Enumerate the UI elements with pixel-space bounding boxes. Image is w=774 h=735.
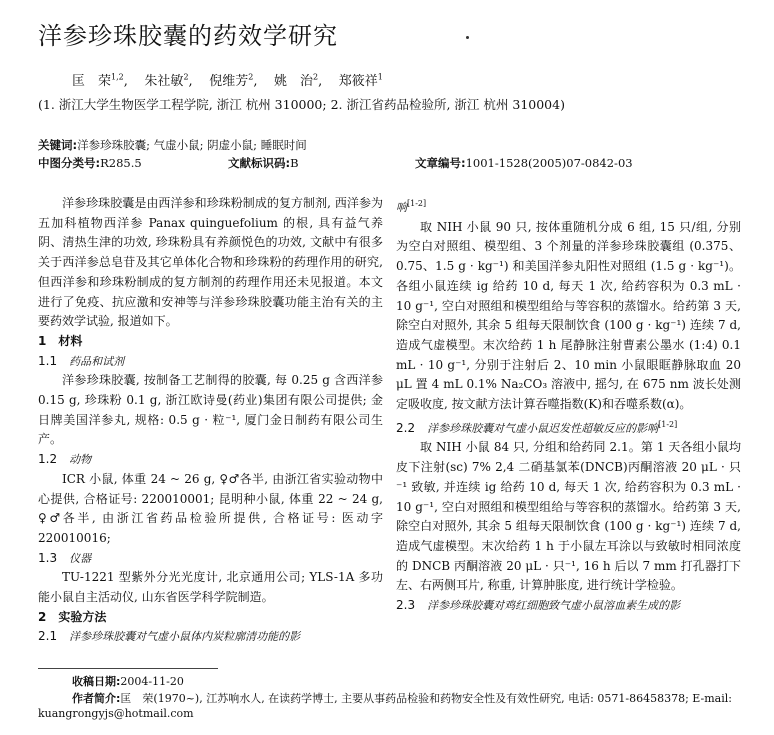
intro-paragraph: 洋参珍珠胶囊是由西洋参和珍珠粉制成的复方制剂, 西洋参为五加科植物西洋参 Panax quinguefolium 的根, 具有益气养阴、清热生津的功效, 珍珠粉具有养颜悦色的功效, 文献中有很多关于西洋参总皂苷及其它单体化合物和珍珠粉的药理作用的研究, 但西洋参和珍珠粉制成的复方制剂的药理作用还未见报道。本文进行了免疫、抗应激和安神等与洋参珍珠胶囊功能主治有关的主要药效学试验, 报道如下。 [38, 196, 383, 329]
left-column [38, 194, 383, 647]
section-title: 洋参珍珠胶囊对气虚小鼠体内炭粒廓清功能的影 [69, 630, 301, 644]
footnote-divider [38, 668, 218, 669]
author-affil-sup: 2 [313, 72, 319, 82]
section-title-cont: 响 [396, 201, 407, 214]
scan-speck [466, 36, 469, 39]
received-label: 收稿日期: [72, 675, 121, 688]
author-name: 朱社敏 [144, 74, 184, 89]
keywords-label: 关键词: [38, 138, 78, 152]
dth-paragraph: 取 NIH 小鼠 84 只, 分组和给药同 2.1。第 1 天各组小鼠均皮下注射(sc) 7% 2,4 二硝基氯苯(DNCB)丙酮溶液 20 μL · 只⁻¹ 致敏, 并连续 ig 给药 10 d, 每天 1 次, 给药容积为 0.3 mL · 10 g⁻¹, 空白对照组和模型组给与等容积的蒸馏水。给药第 3 天, 除空白对照外, 其余 5 组每天限制饮食 (100 g · kg⁻¹) 连续 7 d, 造成气虚模型。末次给药 1 h 于小鼠左耳涂以与致敏时相同浓度的 DNCB 丙酮溶液 20 μL · 只⁻¹, 16 h 后以 7 mm 打孔器打下左、右两侧耳片, 称重, 计算肿胀度, 进行统计学检验。 [396, 440, 741, 593]
doc-code-line [228, 155, 299, 171]
section-number: 2.3 [396, 598, 416, 613]
section-title: 仪器 [69, 551, 92, 565]
received-date-line [72, 673, 184, 689]
carbon-clearance-paragraph: 取 NIH 小鼠 90 只, 按体重随机分成 6 组, 15 只/组, 分别为空白对照组、模型组、3 个剂量的洋参珍珠胶囊组 (0.375、0.75、1.5 g · kg⁻¹) 和美国洋参丸阳性对照组 (1.5 g · kg⁻¹)。各组小鼠连续 ig 给药 10 d, 每天 1 次, 给药容积为 0.3 mL · 10 g⁻¹, 空白对照组和模型组给与等容积的蒸馏水。给药第 3 天, 除空白对照外, 其余 5 组每天限制饮食 (100 g · kg⁻¹) 连续 7 d, 造成气虚模型。末次给药 1 h 尾静脉注射曹素公墨水 (1:4) 0.1 mL · 10 g⁻¹, 分别于注射后 2、10 min 小鼠眼眶静脉取血 20 μL 置 4 mL 0.1% Na₂CO₃ 溶液中, 摇匀, 在 675 nm 波长处测定吸收度, 按文献方法计算吞噬指数(K)和吞噬系数(α)。 [396, 219, 741, 412]
keywords-value: 洋参珍珠胶囊; 气虚小鼠; 阴虚小鼠; 睡眠时间 [77, 138, 307, 152]
section-2-1-heading [38, 627, 383, 647]
clc-line [38, 155, 142, 171]
author-name: 郑筱祥 [338, 74, 378, 89]
bio-label: 作者简介: [72, 692, 121, 705]
section-1-1-heading [38, 352, 383, 372]
section-number: 2.1 [38, 629, 58, 644]
section-title: 药品和试剂 [69, 354, 125, 368]
section-2-3-heading [396, 596, 741, 616]
author-name: 匡 荣 [72, 74, 112, 89]
section-2-2-heading [396, 415, 741, 439]
instruments-paragraph: TU-1221 型紫外分光光度计, 北京通用公司; YLS-1A 多功能小鼠自主活动仪, 山东省医学科学院制造。 [38, 570, 383, 605]
author-name: 姚 治 [273, 74, 313, 89]
section-1-3-heading [38, 549, 383, 569]
section-number: 2.2 [396, 420, 416, 435]
article-no-label: 文章编号: [415, 156, 466, 170]
section-title: 洋参珍珠胶囊对气虚小鼠迟发性超敏反应的影响 [427, 421, 659, 435]
animals-paragraph: ICR 小鼠, 体重 24 ~ 26 g, ♀♂各半, 由浙江省实验动物中心提供, 合格证号: 220010001; 昆明种小鼠, 体重 22 ~ 24 g, ♀♂各半, 由浙江省药品检验所提供, 合格证号: 医动字 220010016; [38, 471, 383, 545]
affiliation: (1. 浙江大学生物医学工程学院, 浙江 杭州 310000; 2. 浙江省药品检验所, 浙江 杭州 310004) [38, 97, 565, 112]
author-email: kuangrongyjs@hotmail.com [38, 707, 194, 720]
section-number: 1.2 [38, 452, 58, 467]
clc-value: R285.5 [100, 156, 142, 170]
author-name: 倪维芳 [209, 74, 249, 89]
author-list: 匡 荣$^{1,2}$, 朱社敏$^2$, 倪维芳$^2$, 姚 治$^2$, 郑筱祥$^1$ [72, 72, 383, 89]
section-title: 动物 [69, 453, 92, 467]
section-title: 洋参珍珠胶囊对鸡红细胞致气虚小鼠溶血素生成的影 [427, 599, 681, 613]
section-number: 1.1 [38, 353, 58, 368]
article-no-value: 1001-1528(2005)07-0842-03 [465, 156, 633, 170]
received-date: 2004-11-20 [120, 675, 184, 688]
right-column [396, 194, 741, 616]
author-affil-sup: 1,2 [111, 72, 124, 82]
section-number: 1.3 [38, 550, 58, 565]
bio-text: 匡 荣(1970~), 江苏响水人, 在读药学博士, 主要从事药品检验和药物安全性及有效性研究, 电话: 0571-86458378; E-mail: [120, 692, 732, 705]
doc-code-label: 文献标识码: [228, 156, 291, 170]
section-1-2-heading [38, 450, 383, 470]
citation-ref: [1-2] [658, 419, 678, 429]
section-2-1-heading-cont [396, 194, 741, 218]
author-bio-line [72, 690, 732, 706]
doc-code-value: B [290, 156, 299, 170]
paper-title: 洋参珍珠胶囊的药效学研究 [38, 22, 338, 50]
clc-label: 中图分类号: [38, 156, 101, 170]
section-2-heading: 2 实验方法 [38, 609, 107, 624]
author-affil-sup: 2 [183, 72, 189, 82]
section-1-heading: 1 材料 [38, 333, 83, 348]
materials-paragraph: 洋参珍珠胶囊, 按制备工艺制得的胶囊, 每 0.25 g 含西洋参 0.15 g, 珍珠粉 0.1 g, 浙江欧诗曼(药业)集团有限公司提供; 金日牌美国洋参丸, 规格: 0.5 g · 粒⁻¹, 厦门金日制药有限公司生产。 [38, 373, 383, 447]
author-affil-sup: 2 [248, 72, 254, 82]
article-no-line [415, 155, 633, 171]
keywords-line [38, 137, 307, 153]
author-affil-sup: 1 [377, 72, 383, 82]
citation-ref: [1-2] [407, 199, 427, 208]
